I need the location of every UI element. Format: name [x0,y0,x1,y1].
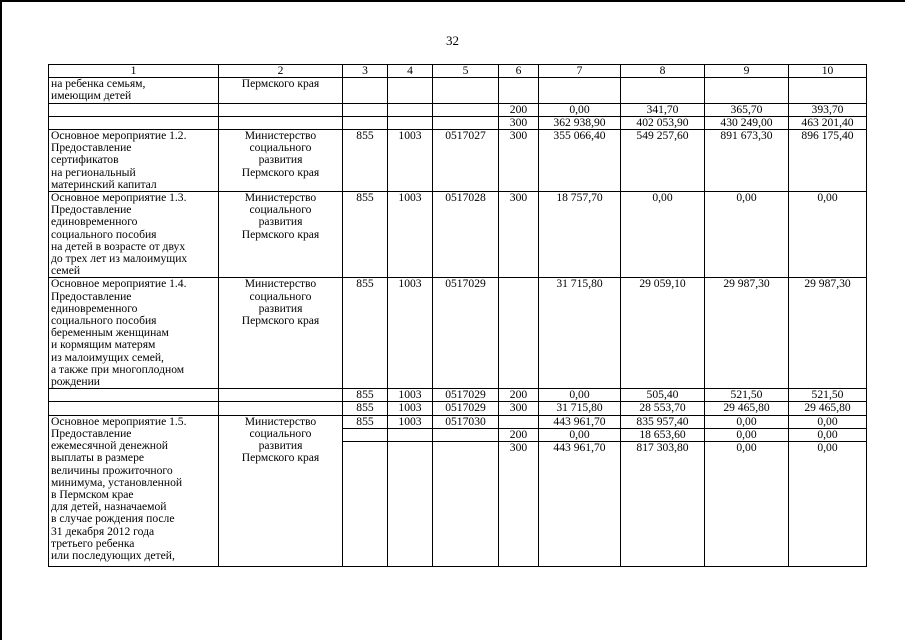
code-cell: 200 [499,389,539,402]
executor-cell: Министерство социального развития Пермского края [219,192,343,278]
code-cell: 855 [343,402,388,415]
page-top-border [0,0,905,2]
amount-cell: 521,50 [789,389,867,402]
code-cell: 0517029 [433,402,499,415]
code-cell [388,442,433,567]
amount-cell: 896 175,40 [789,130,867,192]
table-row [49,192,867,278]
page-left-border [0,0,2,640]
column-header: 9 [705,65,789,78]
amount-cell: 505,40 [621,389,705,402]
column-header: 2 [219,65,343,78]
code-cell [388,103,433,116]
code-cell: 300 [499,192,539,278]
amount-cell: 0,00 [789,192,867,278]
table-row [49,103,867,116]
column-header: 6 [499,65,539,78]
code-cell [343,116,388,129]
code-cell: 1003 [388,389,433,402]
amount-cell: 0,00 [539,428,621,441]
code-cell [343,428,388,441]
amount-cell: 29 465,80 [705,402,789,415]
code-cell: 1003 [388,192,433,278]
activity-name-cell: Основное мероприятие 1.4. Предоставление единовременного социального пособия беременным женщинам и кормящим матерям из малоимущих семей, а также при многоплодном рождении [49,278,219,389]
amount-cell: 355 066,40 [539,130,621,192]
amount-cell: 29 059,10 [621,278,705,389]
column-header: 1 [49,65,219,78]
code-cell: 0517027 [433,130,499,192]
amount-cell: 0,00 [621,192,705,278]
amount-cell [789,78,867,103]
code-cell [433,103,499,116]
code-cell [388,116,433,129]
executor-cell [219,389,343,402]
amount-cell: 443 961,70 [539,442,621,567]
executor-cell: Пермского края [219,78,343,103]
amount-cell: 0,00 [539,389,621,402]
code-cell [343,78,388,103]
amount-cell: 549 257,60 [621,130,705,192]
amount-cell [705,78,789,103]
code-cell: 0517028 [433,192,499,278]
code-cell [433,442,499,567]
executor-cell: Министерство социального развития Пермского края [219,278,343,389]
executor-cell [219,103,343,116]
amount-cell: 0,00 [705,415,789,428]
table-row [49,415,867,428]
code-cell [388,428,433,441]
budget-table [48,64,867,567]
executor-cell: Министерство социального развития Пермского края [219,415,343,566]
column-header: 7 [539,65,621,78]
amount-cell: 430 249,00 [705,116,789,129]
code-cell [343,103,388,116]
amount-cell: 463 201,40 [789,116,867,129]
amount-cell: 891 673,30 [705,130,789,192]
amount-cell: 0,00 [705,192,789,278]
activity-name-cell [49,103,219,116]
code-cell: 0517029 [433,389,499,402]
executor-cell [219,116,343,129]
amount-cell: 402 053,90 [621,116,705,129]
column-header: 5 [433,65,499,78]
page-number: 32 [446,33,459,48]
executor-cell: Министерство социального развития Пермского края [219,130,343,192]
amount-cell: 31 715,80 [539,278,621,389]
amount-cell: 443 961,70 [539,415,621,428]
amount-cell [539,78,621,103]
code-cell [388,78,433,103]
code-cell: 300 [499,442,539,567]
code-cell [433,78,499,103]
amount-cell: 18 757,70 [539,192,621,278]
table-row [49,116,867,129]
table-row [49,402,867,415]
code-cell [499,278,539,389]
code-cell [499,78,539,103]
code-cell: 855 [343,278,388,389]
activity-name-cell [49,389,219,402]
amount-cell: 0,00 [789,442,867,567]
activity-name-cell: Основное мероприятие 1.2. Предоставление сертификатов на региональный материнский капитал [49,130,219,192]
activity-name-cell: Основное мероприятие 1.3. Предоставление единовременного социального пособия на детей в возрасте от двух до трех лет из малоимущих семей [49,192,219,278]
code-cell: 1003 [388,415,433,428]
code-cell: 0517030 [433,415,499,428]
amount-cell: 0,00 [789,415,867,428]
amount-cell: 817 303,80 [621,442,705,567]
amount-cell: 0,00 [705,442,789,567]
code-cell [343,442,388,567]
column-header: 3 [343,65,388,78]
code-cell: 855 [343,415,388,428]
amount-cell: 0,00 [539,103,621,116]
amount-cell: 29 987,30 [789,278,867,389]
code-cell: 1003 [388,130,433,192]
code-cell [433,428,499,441]
activity-name-cell [49,116,219,129]
code-cell: 200 [499,428,539,441]
column-header: 10 [789,65,867,78]
code-cell: 855 [343,389,388,402]
code-cell [433,116,499,129]
table-header-row [49,65,867,78]
amount-cell: 362 938,90 [539,116,621,129]
activity-name-cell: на ребенка семьям, имеющим детей [49,78,219,103]
code-cell: 300 [499,130,539,192]
amount-cell: 341,70 [621,103,705,116]
table-row [49,130,867,192]
column-header: 8 [621,65,705,78]
amount-cell: 0,00 [705,428,789,441]
executor-cell [219,402,343,415]
amount-cell: 0,00 [789,428,867,441]
column-header: 4 [388,65,433,78]
code-cell: 300 [499,116,539,129]
code-cell: 1003 [388,402,433,415]
code-cell: 0517029 [433,278,499,389]
amount-cell: 18 653,60 [621,428,705,441]
amount-cell: 365,70 [705,103,789,116]
amount-cell: 521,50 [705,389,789,402]
table-row [49,389,867,402]
table-row [49,78,867,103]
amount-cell: 29 987,30 [705,278,789,389]
code-cell: 855 [343,192,388,278]
code-cell: 300 [499,402,539,415]
amount-cell: 29 465,80 [789,402,867,415]
table-row [49,278,867,389]
activity-name-cell [49,402,219,415]
code-cell: 1003 [388,278,433,389]
code-cell: 855 [343,130,388,192]
code-cell [499,415,539,428]
amount-cell: 28 553,70 [621,402,705,415]
amount-cell: 835 957,40 [621,415,705,428]
amount-cell [621,78,705,103]
activity-name-cell: Основное мероприятие 1.5. Предоставление ежемесячной денежной выплаты в размере величины прожиточного минимума, установленной в Пермском крае для детей, назначаемой в случае рождения после 31 декабря 2012 года третьего ребенка или последующих детей, [49,415,219,566]
code-cell: 200 [499,103,539,116]
amount-cell: 31 715,80 [539,402,621,415]
amount-cell: 393,70 [789,103,867,116]
